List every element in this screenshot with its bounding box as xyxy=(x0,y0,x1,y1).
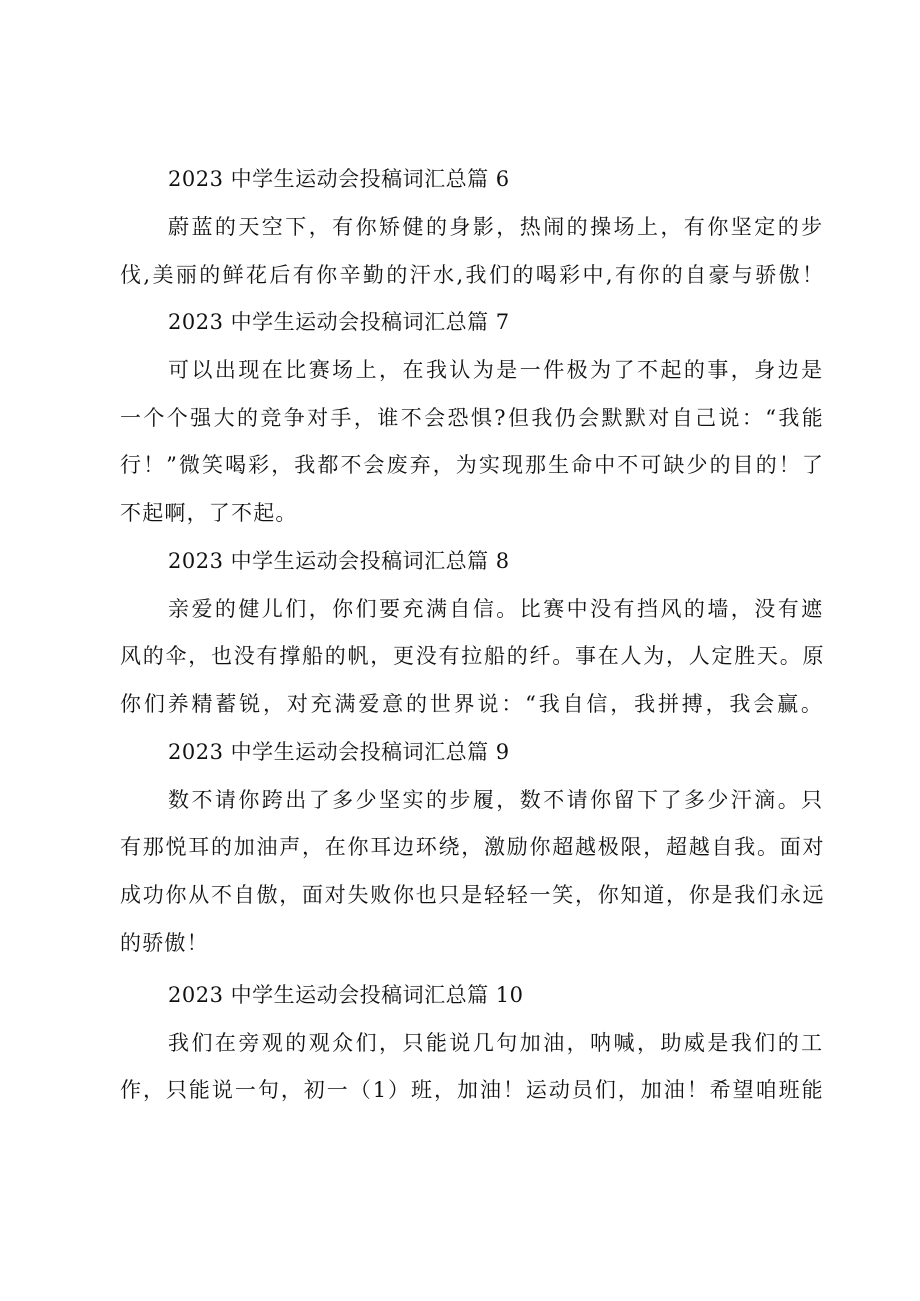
paragraph-line: 行！”微笑喝彩，我都不会废弃，为实现那生命中不可缺少的目的！了 xyxy=(120,453,825,477)
paragraph-line: 风的伞，也没有撑船的帆，更没有拉船的纤。事在人为，人定胜天。原 xyxy=(120,644,826,668)
section-heading-7: 2023 中学生运动会投稿词汇总篇 7 xyxy=(168,310,510,334)
paragraph-line: 不起啊，了不起。 xyxy=(120,501,298,525)
paragraph-line: 你们养精蓄锐，对充满爱意的世界说：“我自信，我拼搏，我会赢。 xyxy=(120,692,825,716)
paragraph-line: 蔚蓝的天空下，有你矫健的身影，热闹的操场上，有你坚定的步 xyxy=(168,215,825,239)
section-heading-9: 2023 中学生运动会投稿词汇总篇 9 xyxy=(168,740,510,764)
paragraph-line: 作，只能说一句，初一（1）班，加油！运动员们，加油！希望咱班能 xyxy=(120,1078,825,1102)
paragraph-line: 的骄傲！ xyxy=(120,931,209,955)
paragraph-line: 一个个强大的竞争对手，谁不会恐惧?但我仍会默默对自己说：“我能 xyxy=(120,406,826,430)
section-heading-6: 2023 中学生运动会投稿词汇总篇 6 xyxy=(168,167,510,191)
paragraph-line: 我们在旁观的观众们，只能说几句加油，呐喊，助威是我们的工 xyxy=(168,1031,825,1055)
paragraph-line: 数不请你跨出了多少坚实的步履，数不请你留下了多少汗滴。只 xyxy=(168,788,825,812)
section-heading-8: 2023 中学生运动会投稿词汇总篇 8 xyxy=(168,549,510,573)
paragraph-line: 成功你从不自傲，面对失败你也只是轻轻一笑，你知道，你是我们永远 xyxy=(120,883,826,907)
paragraph-line: 可以出现在比赛场上，在我认为是一件极为了不起的事，身边是 xyxy=(168,358,825,382)
section-heading-10: 2023 中学生运动会投稿词汇总篇 10 xyxy=(168,983,524,1007)
paragraph-line: 伐,美丽的鲜花后有你辛勤的汗水,我们的喝彩中,有你的自豪与骄傲！ xyxy=(120,263,826,287)
paragraph-line: 有那悦耳的加油声，在你耳边环绕，激励你超越极限，超越自我。面对 xyxy=(120,835,826,859)
paragraph-line: 亲爱的健儿们，你们要充满自信。比赛中没有挡风的墙，没有遮 xyxy=(168,597,825,621)
